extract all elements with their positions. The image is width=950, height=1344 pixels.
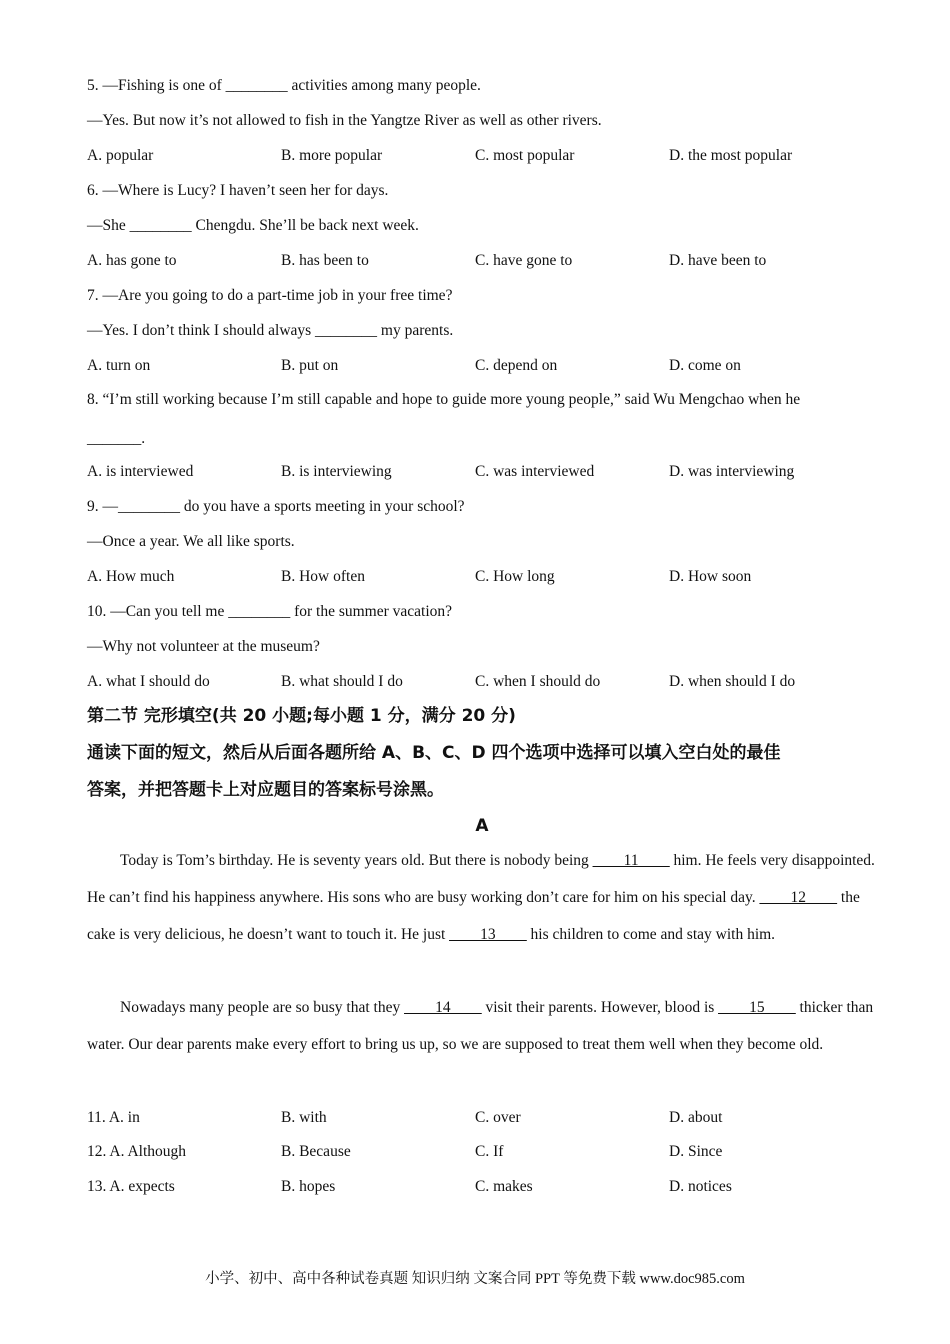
passage-paragraph-2	[87, 989, 877, 1063]
option-b: B. is interviewing	[281, 463, 392, 480]
option-b: B. How often	[281, 568, 365, 585]
question-9-options	[87, 567, 877, 587]
option-c: C. depend on	[475, 357, 558, 374]
option-d: D. come on	[669, 357, 741, 374]
blank-14: ____14____	[404, 999, 482, 1016]
section-instruction: 通读下面的短文，然后从后面各题所给 A、B、C、D 四个选项中选择可以填入空白处的最佳	[87, 743, 781, 763]
option-c: C. If	[475, 1143, 504, 1160]
blank-12: ____12____	[759, 889, 838, 906]
section-heading: 第二节 完形填空(共 20 小题;每小题 1 分，满分 20 分)	[87, 706, 516, 726]
option-d: D. about	[669, 1109, 723, 1126]
question-9-stem: 9. —________ do you have a sports meeting in your school?	[87, 498, 465, 515]
option-b: B. hopes	[281, 1178, 336, 1195]
option-d: D. when should I do	[669, 673, 796, 690]
option-b: B. with	[281, 1109, 327, 1126]
option-b: B. what should I do	[281, 673, 403, 690]
passage-paragraph-1	[87, 842, 877, 953]
option-b: B. has been to	[281, 252, 369, 269]
option-c: C. was interviewed	[475, 463, 595, 480]
cloze-options-13	[87, 1177, 877, 1197]
question-6-stem: 6. —Where is Lucy? I haven’t seen her for days.	[87, 182, 389, 199]
passage-label: A	[475, 816, 489, 836]
option-a: A. has gone to	[87, 252, 177, 269]
question-7-reply: —Yes. I don’t think I should always ________ my parents.	[87, 322, 454, 339]
option-d: D. the most popular	[669, 147, 793, 164]
question-10-options	[87, 672, 877, 692]
cloze-options-11	[87, 1108, 877, 1128]
option-c: C. makes	[475, 1178, 533, 1195]
passage-text: visit their parents. However, blood is	[481, 999, 719, 1016]
page-footer: 小学、初中、高中各种试卷真题 知识归纳 文案合同 PPT 等免费下载 www.doc985.com	[205, 1271, 745, 1287]
option-a: A. what I should do	[87, 673, 210, 690]
question-5-stem: 5. —Fishing is one of ________ activities among many people.	[87, 77, 481, 94]
option-b: B. more popular	[281, 147, 383, 164]
blank-15: ____15____	[718, 999, 796, 1016]
question-6-options	[87, 251, 877, 271]
blank-11: ____11____	[592, 852, 670, 869]
passage-text: his children to come and stay with him.	[526, 926, 776, 943]
blank-13: ____13____	[449, 926, 527, 943]
option-c: C. when I should do	[475, 673, 601, 690]
option-d: D. notices	[669, 1178, 732, 1195]
option-c: C. most popular	[475, 147, 575, 164]
option-b: B. Because	[281, 1143, 351, 1160]
option-a: 12. A. Although	[87, 1143, 187, 1160]
option-d: D. How soon	[669, 568, 752, 585]
option-d: D. Since	[669, 1143, 723, 1160]
option-a: 13. A. expects	[87, 1178, 175, 1195]
passage-text: Nowadays many people are so busy that they	[120, 999, 405, 1016]
option-c: C. have gone to	[475, 252, 573, 269]
option-a: A. How much	[87, 568, 175, 585]
question-5-reply: —Yes. But now it’s not allowed to fish in the Yangtze River as well as other rivers.	[87, 112, 602, 129]
question-7-options	[87, 356, 877, 376]
question-8-reply: _______.	[87, 430, 146, 447]
option-a: A. popular	[87, 147, 154, 164]
question-5-options	[87, 146, 877, 166]
cloze-options-12	[87, 1142, 877, 1162]
question-7-stem: 7. —Are you going to do a part-time job in your free time?	[87, 287, 453, 304]
option-d: D. have been to	[669, 252, 767, 269]
passage-text: thicker than water. Our dear parents make every effort to bring us up, so we are supposed to treat them well when they become old.	[87, 999, 874, 1053]
passage-text: Today is Tom’s birthday. He is seventy years old. But there is nobody being	[120, 852, 593, 869]
question-8-options	[87, 462, 877, 482]
passage-text: the cake is very delicious, he doesn’t want to touch it. He just	[87, 889, 860, 943]
option-a: A. turn on	[87, 357, 151, 374]
option-d: D. was interviewing	[669, 463, 795, 480]
option-a: A. is interviewed	[87, 463, 194, 480]
option-c: C. How long	[475, 568, 555, 585]
option-b: B. put on	[281, 357, 339, 374]
question-10-stem: 10. —Can you tell me ________ for the summer vacation?	[87, 603, 453, 620]
question-6-reply: —She ________ Chengdu. She’ll be back next week.	[87, 217, 419, 234]
question-9-reply: —Once a year. We all like sports.	[87, 533, 295, 550]
question-10-reply: —Why not volunteer at the museum?	[87, 638, 320, 655]
option-c: C. over	[475, 1109, 521, 1126]
question-8-stem: 8. “I’m still working because I’m still capable and hope to guide more young people,” said Wu Mengchao when he	[87, 391, 801, 408]
section-instruction-cont: 答案，并把答题卡上对应题目的答案标号涂黑。	[87, 780, 444, 800]
option-a: 11. A. in	[87, 1109, 140, 1126]
passage-text: him. He feels very disappointed. He can’t find his happiness anywhere. His sons who are busy working don’t care for him on his special day.	[87, 852, 875, 906]
